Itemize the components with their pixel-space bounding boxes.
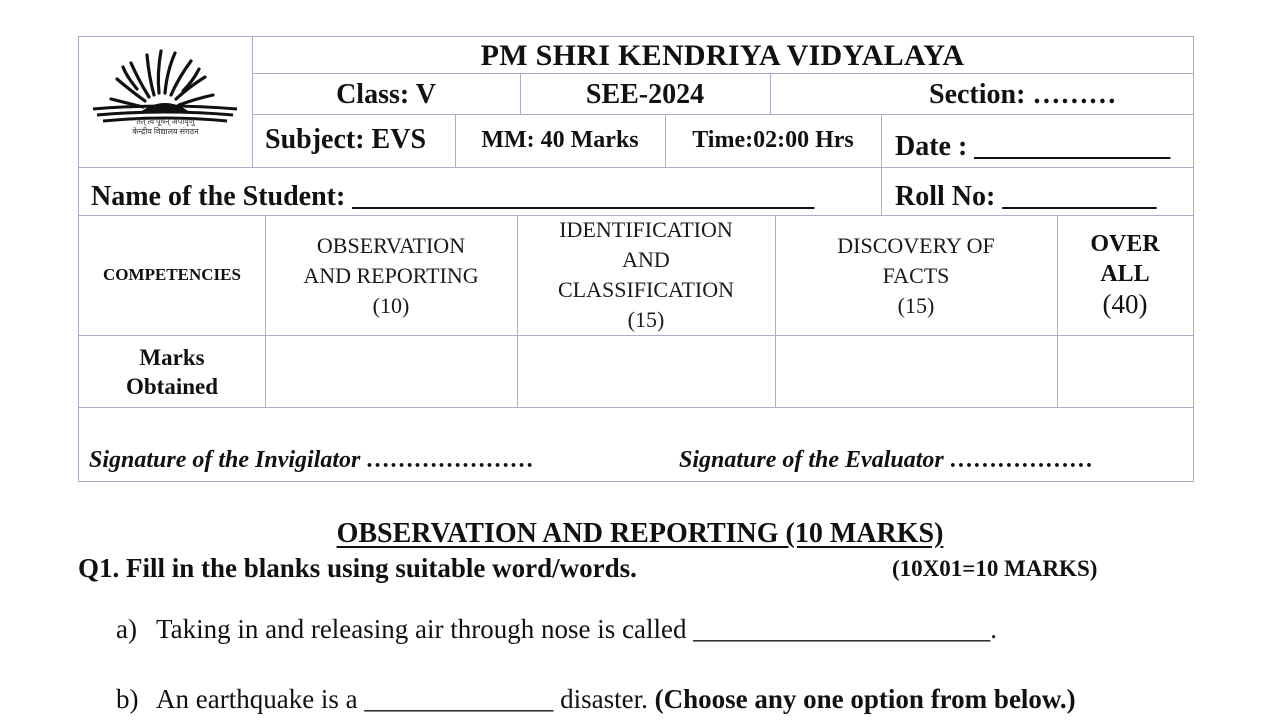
marks-discovery-box[interactable] [775, 335, 1057, 407]
competency-name-line: ALL [1100, 261, 1150, 287]
question-item [116, 614, 997, 645]
competency-name-line: AND REPORTING [303, 263, 479, 288]
invigilator-signature: Signature of the Invigilator ………………… [89, 447, 535, 473]
marks-overall-box[interactable] [1057, 335, 1193, 407]
exam-header-table [78, 36, 1194, 482]
divider [881, 114, 882, 215]
competency-identification [517, 215, 775, 335]
competency-name-line: CLASSIFICATION [557, 277, 735, 302]
logo-cell [79, 37, 252, 167]
section-heading-text: OBSERVATION AND REPORTING (10 MARKS) [336, 518, 944, 549]
section-heading [0, 518, 1280, 550]
question-item-text: An earthquake is a ______________ disaster. [156, 684, 648, 714]
question-item-label: a) [116, 614, 137, 644]
max-marks-label: MM: 40 Marks [481, 127, 639, 153]
logo-motto: तत् त्वं पूषन् अपावृणु [136, 117, 195, 126]
competency-name-line: OBSERVATION [316, 233, 466, 258]
student-name-field: Name of the Student: _________________________________ [91, 181, 815, 212]
competency-overall [1057, 215, 1193, 335]
divider [79, 407, 1193, 408]
competencies-label: COMPETENCIES [103, 265, 241, 284]
school-name: PM SHRI KENDRIYA VIDYALAYA [480, 39, 965, 72]
competency-observation [265, 215, 517, 335]
competency-marks: (10) [372, 293, 410, 318]
question-item-text: Taking in and releasing air through nose is called ______________________. [156, 614, 997, 644]
time-label: Time:02:00 Hrs [692, 127, 854, 153]
date-field: Date : ______________ [895, 131, 1171, 162]
question-1-text: Q1. Fill in the blanks using suitable word/words. [78, 553, 637, 583]
question-1-marks: (10X01=10 MARKS) [892, 556, 1098, 581]
class-label: Class: V [336, 79, 436, 110]
competency-name-line: AND [622, 247, 670, 272]
marks-observation-box[interactable] [265, 335, 517, 407]
competency-name-line: DISCOVERY OF [837, 233, 995, 258]
roll-no-field: Roll No: ___________ [895, 181, 1157, 212]
question-item [116, 684, 1076, 715]
logo-org-name: केन्द्रीय विद्यालय संगठन [132, 127, 199, 136]
exam-label: SEE-2024 [585, 79, 705, 110]
question-item-label: b) [116, 684, 139, 714]
subject-label: Subject: EVS [265, 124, 427, 155]
marks-obtained-line: Marks [139, 345, 205, 370]
competency-name-line: IDENTIFICATION [559, 217, 733, 242]
section-field: Section: ……… [929, 79, 1117, 110]
competency-name-line: OVER [1090, 231, 1160, 257]
marks-identification-box[interactable] [517, 335, 775, 407]
evaluator-signature: Signature of the Evaluator ……………… [679, 447, 1094, 473]
competency-marks: (15) [897, 293, 935, 318]
competency-marks: (15) [627, 307, 665, 332]
competency-marks: (40) [1102, 289, 1148, 319]
question-item-instruction: (Choose any one option from below.) [654, 684, 1076, 714]
marks-obtained-line: Obtained [125, 374, 219, 399]
competency-discovery [775, 215, 1057, 335]
marks-obtained-label [79, 335, 265, 407]
competency-name-line: FACTS [882, 263, 950, 288]
divider [770, 73, 771, 114]
